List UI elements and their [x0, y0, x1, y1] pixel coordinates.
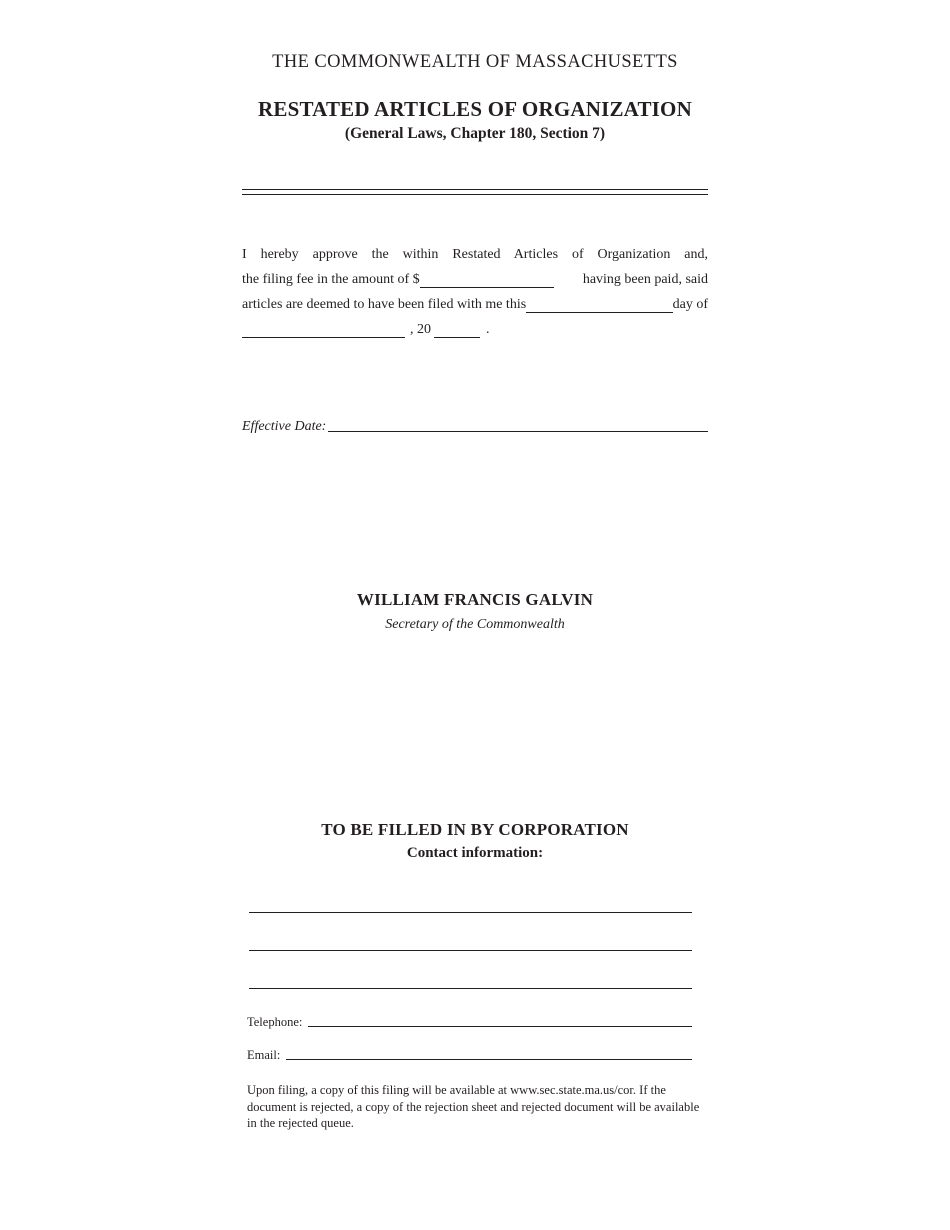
- secretary-title: Secretary of the Commonwealth: [385, 617, 565, 632]
- day-of-text: day of: [672, 297, 708, 312]
- year-prefix: , 20: [410, 322, 431, 337]
- effective-date-row: [242, 416, 708, 435]
- year-field[interactable]: [434, 322, 480, 338]
- secretary-name: WILLIAM FRANCIS GALVIN: [356, 590, 594, 609]
- effective-date-field[interactable]: [328, 416, 708, 432]
- contact-line-1[interactable]: [249, 912, 692, 913]
- day-field[interactable]: [526, 297, 672, 313]
- corporation-heading: TO BE FILLED IN BY CORPORATION: [321, 820, 629, 839]
- line-period: .: [486, 322, 490, 337]
- email-row: [247, 1048, 692, 1063]
- page-title: RESTATED ARTICLES OF ORGANIZATION: [258, 97, 692, 121]
- telephone-label: Telephone:: [247, 1015, 303, 1029]
- contact-line-3[interactable]: [249, 988, 692, 989]
- approval-line-2: [242, 267, 708, 292]
- approval-line-4: [242, 317, 708, 342]
- effective-date-label: Effective Date:: [242, 419, 327, 434]
- telephone-row: [247, 1015, 692, 1030]
- commonwealth-heading: THE COMMONWEALTH OF MASSACHUSETTS: [272, 52, 678, 72]
- double-rule-top: [242, 189, 708, 190]
- email-field[interactable]: [286, 1049, 692, 1060]
- month-field[interactable]: [242, 322, 405, 338]
- double-rule-bottom: [242, 194, 708, 195]
- contact-subheading: Contact information:: [406, 845, 544, 861]
- contact-line-2[interactable]: [249, 950, 692, 951]
- approval-line-3: [242, 292, 708, 317]
- fee-label: the filing fee in the amount of $: [242, 272, 420, 287]
- filing-note: Upon filing, a copy of this filing will be available at www.sec.state.ma.us/cor. If the document is rejected, a copy of the rejection sheet and rejected document will be available in the rejected queue.: [247, 1083, 700, 1130]
- statute-reference: (General Laws, Chapter 180, Section 7): [344, 125, 606, 142]
- telephone-field[interactable]: [308, 1016, 692, 1027]
- approval-line-1: I hereby approve the within Restated Articles of Organization and,: [242, 247, 708, 262]
- email-label: Email:: [247, 1048, 281, 1062]
- filing-fee-field[interactable]: [420, 272, 554, 288]
- filed-with-text: articles are deemed to have been filed with me this: [242, 297, 527, 312]
- fee-paid-text: having been paid, said: [582, 272, 708, 287]
